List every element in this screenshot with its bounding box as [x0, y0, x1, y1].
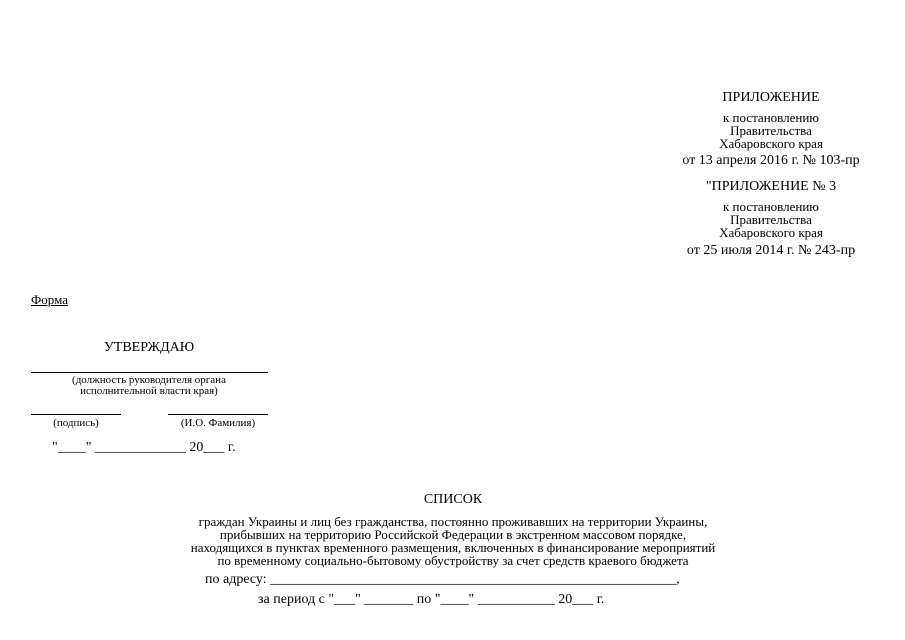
appendix-line: Правительства — [730, 212, 812, 227]
appendix-date: от 25 июля 2014 г. № 243-пр — [686, 243, 856, 258]
list-description-line: по временному социально-бытовому обустройству за счет средств краевого бюджета — [217, 553, 689, 568]
form-link[interactable]: Форма — [31, 292, 68, 307]
appendix-line: Хабаровского края — [719, 225, 823, 240]
signature-line[interactable] — [31, 414, 121, 415]
position-line[interactable] — [31, 372, 268, 373]
appendix-date: от 13 апреля 2016 г. № 103-пр — [682, 153, 860, 168]
signature-caption: (подпись) — [53, 417, 99, 429]
appendix-line: к постановлению — [722, 199, 820, 214]
approve-title: УТВЕРЖДАЮ — [103, 340, 195, 355]
list-title: СПИСОК — [423, 492, 483, 507]
list-description-line: граждан Украины и лиц без гражданства, постоянно проживавших на территории Украины, — [198, 514, 708, 529]
name-line[interactable] — [168, 414, 268, 415]
period-line: за период с "___" _______ по "____" ___________ 20___ г. — [258, 592, 605, 607]
appendix-line: Правительства — [730, 123, 812, 138]
position-caption: исполнительной власти края) — [80, 385, 218, 397]
appendix-title: "ПРИЛОЖЕНИЕ № 3 — [705, 179, 837, 194]
appendix-title: ПРИЛОЖЕНИЕ — [722, 90, 820, 105]
appendix-line: Хабаровского края — [719, 136, 823, 151]
list-description-line: находящихся в пунктах временного размещения, включенных в финансирование мероприятий — [190, 540, 716, 555]
list-description-line: прибывших на территорию Российской Федерации в экстренном массовом порядке, — [219, 527, 687, 542]
position-caption: (должность руководителя органа — [72, 374, 226, 386]
appendix-line: к постановлению — [722, 110, 820, 125]
name-caption: (И.О. Фамилия) — [180, 417, 256, 429]
approve-date-line: "____" _____________ 20___ г. — [52, 440, 236, 455]
address-line: по адресу: __________________________________________________________, — [205, 572, 680, 587]
